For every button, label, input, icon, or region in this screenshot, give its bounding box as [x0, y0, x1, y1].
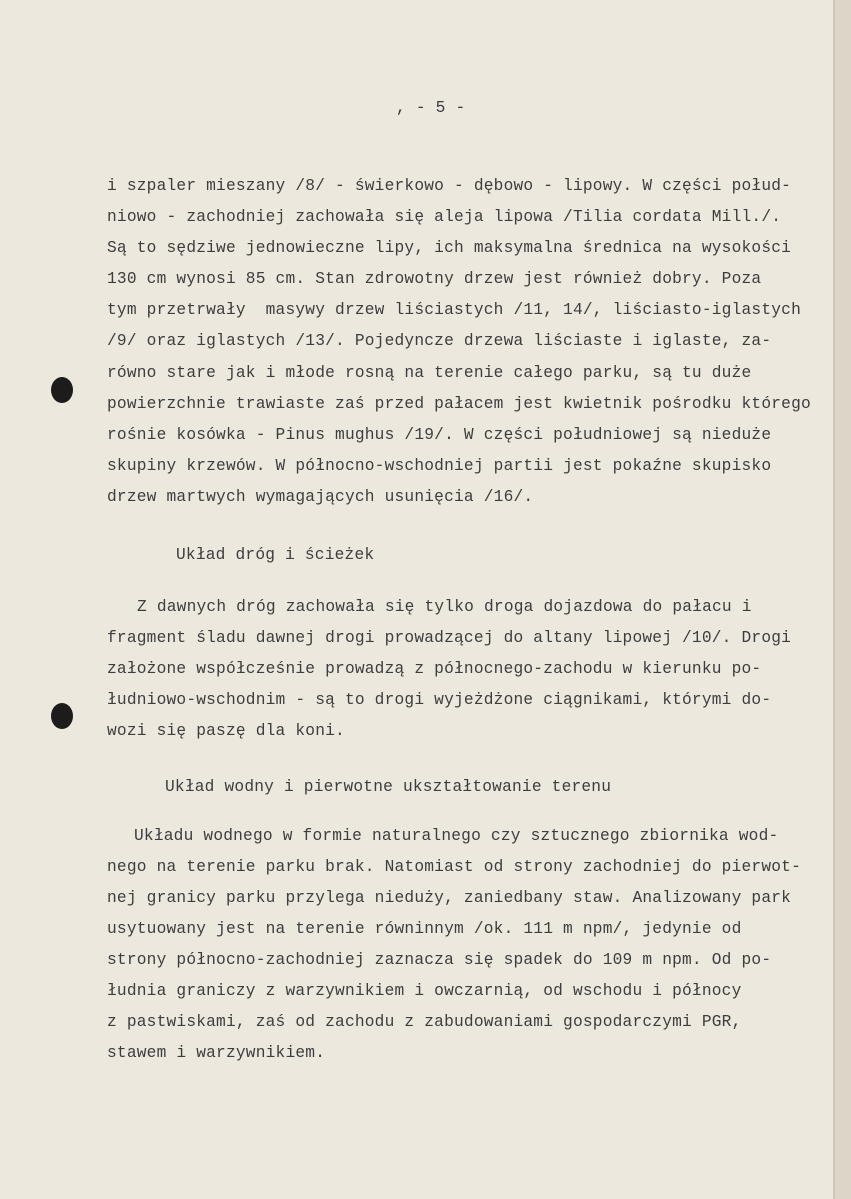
- paragraph-1-line-8: powierzchnie trawiaste zaś przed pałacem jest kwietnik pośrodku którego: [107, 395, 811, 413]
- paragraph-2-line-2: fragment śladu dawnej drogi prowadzącej do altany lipowej /10/. Drogi: [107, 629, 792, 647]
- paper-edge: [835, 0, 851, 1199]
- paragraph-3-line-7: z pastwiskami, zaś od zachodu z zabudowaniami gospodarczymi PGR,: [107, 1013, 742, 1031]
- paragraph-3-line-6: łudnia graniczy z warzywnikiem i owczarnią, od wschodu i północy: [107, 982, 742, 1000]
- paragraph-1-line-7: równo stare jak i młode rosną na terenie całego parku, są tu duże: [107, 364, 752, 382]
- paragraph-2-line-5: wozi się paszę dla koni.: [107, 722, 345, 740]
- paragraph-1-line-5: tym przetrwały masywy drzew liściastych /11, 14/, liściasto-iglastych: [107, 301, 801, 319]
- paragraph-3-line-5: strony północno-zachodniej zaznacza się spadek do 109 m npm. Od po-: [107, 951, 772, 969]
- section-heading-roads: Układ dróg i ścieżek: [176, 546, 375, 564]
- paragraph-1-line-9: rośnie kosówka - Pinus mughus /19/. W części południowej są nieduże: [107, 426, 772, 444]
- paragraph-3-line-8: stawem i warzywnikiem.: [107, 1044, 326, 1062]
- paragraph-3-line-2: nego na terenie parku brak. Natomiast od strony zachodniej do pierwot-: [107, 858, 801, 876]
- paragraph-1-line-1: i szpaler mieszany /8/ - świerkowo - dębowo - lipowy. W części połud-: [107, 177, 792, 195]
- paragraph-3-line-3: nej granicy parku przylega nieduży, zaniedbany staw. Analizowany park: [107, 889, 792, 907]
- paragraph-2-line-1: Z dawnych dróg zachowała się tylko droga dojazdowa do pałacu i: [137, 598, 752, 616]
- paragraph-1-line-10: skupiny krzewów. W północno-wschodniej partii jest pokaźne skupisko: [107, 457, 772, 475]
- paragraph-2-line-4: łudniowo-wschodnim - są to drogi wyjeżdżone ciągnikami, którymi do-: [107, 691, 772, 709]
- punch-hole-bottom: [51, 703, 73, 729]
- paragraph-3-line-4: usytuowany jest na terenie równinnym /ok. 111 m npm/, jedynie od: [107, 920, 742, 938]
- paragraph-3-line-1: Układu wodnego w formie naturalnego czy sztucznego zbiornika wod-: [134, 827, 779, 845]
- section-heading-water: Układ wodny i pierwotne ukształtowanie terenu: [165, 778, 612, 796]
- punch-hole-top: [51, 377, 73, 403]
- page-number: , - 5 -: [396, 99, 466, 117]
- paragraph-1-line-4: 130 cm wynosi 85 cm. Stan zdrowotny drzew jest również dobry. Poza: [107, 270, 762, 288]
- paragraph-1-line-2: niowo - zachodniej zachowała się aleja lipowa /Tilia cordata Mill./.: [107, 208, 782, 226]
- paragraph-1-line-6: /9/ oraz iglastych /13/. Pojedyncze drzewa liściaste i iglaste, za-: [107, 332, 772, 350]
- paragraph-2-line-3: założone współcześnie prowadzą z północnego-zachodu w kierunku po-: [107, 660, 762, 678]
- paragraph-1-line-3: Są to sędziwe jednowieczne lipy, ich maksymalna średnica na wysokości: [107, 239, 792, 257]
- paragraph-1-line-11: drzew martwych wymagających usunięcia /16/.: [107, 488, 534, 506]
- paper-edge-line: [833, 0, 835, 1199]
